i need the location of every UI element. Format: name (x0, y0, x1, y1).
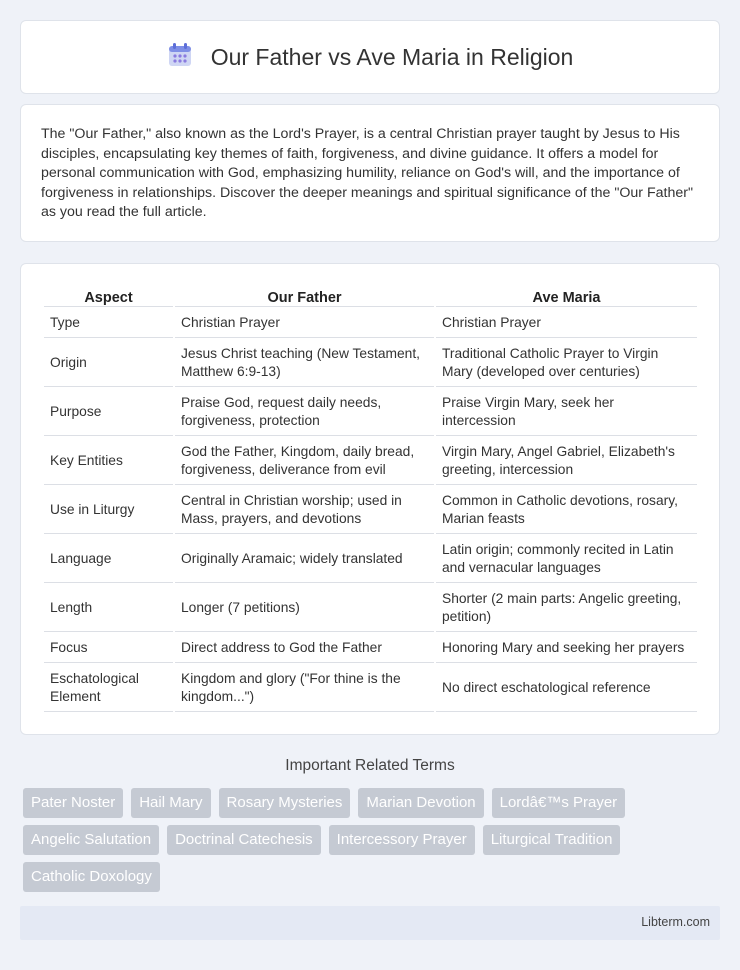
comparison-card (20, 263, 720, 735)
tag-lords-prayer[interactable]: Lordâ€™s Prayer (492, 788, 626, 818)
table-row (44, 487, 697, 534)
table-cell: Direct address to God the Father (175, 634, 434, 663)
tag-marian-devotion[interactable]: Marian Devotion (358, 788, 483, 818)
tag-angelic-salutation[interactable]: Angelic Salutation (23, 825, 159, 855)
header-card (20, 20, 720, 94)
table-cell: Purpose (44, 389, 173, 436)
tag-doctrinal-catechesis[interactable]: Doctrinal Catechesis (167, 825, 321, 855)
table-cell: Virgin Mary, Angel Gabriel, Elizabeth's greeting, intercession (436, 438, 697, 485)
tag-intercessory-prayer[interactable]: Intercessory Prayer (329, 825, 475, 855)
intro-card (20, 104, 720, 242)
tag-hail-mary[interactable]: Hail Mary (131, 788, 210, 818)
table-cell: Focus (44, 634, 173, 663)
related-terms-title: Important Related Terms (285, 757, 455, 774)
header-our-father: Our Father (175, 286, 434, 307)
table-cell: Praise Virgin Mary, seek her intercession (436, 389, 697, 436)
table-cell: Use in Liturgy (44, 487, 173, 534)
footer (20, 906, 720, 940)
table-cell: Honoring Mary and seeking her prayers (436, 634, 697, 663)
calendar-icon (167, 42, 193, 73)
table-cell: Type (44, 309, 173, 338)
footer-brand[interactable]: Libterm.com (641, 915, 710, 929)
table-cell: No direct eschatological reference (436, 665, 697, 712)
table-row (44, 309, 697, 338)
tag-catholic-doxology[interactable]: Catholic Doxology (23, 862, 160, 892)
table-cell: Eschatological Element (44, 665, 173, 712)
table-cell: Common in Catholic devotions, rosary, Marian feasts (436, 487, 697, 534)
table-cell: Praise God, request daily needs, forgiveness, protection (175, 389, 434, 436)
table-cell: Christian Prayer (175, 309, 434, 338)
page-title: Our Father vs Ave Maria in Religion (210, 43, 574, 70)
table-row (44, 665, 697, 712)
table-row (44, 340, 697, 387)
table-row (44, 438, 697, 485)
table-row (44, 389, 697, 436)
header-ave-maria: Ave Maria (436, 286, 697, 307)
related-terms-list (23, 788, 723, 892)
table-cell: God the Father, Kingdom, daily bread, forgiveness, deliverance from evil (175, 438, 434, 485)
table-cell: Length (44, 585, 173, 632)
intro-text: The "Our Father," also known as the Lord's Prayer, is a central Christian prayer taught by Jesus to His disciples, encapsulating key themes of faith, forgiveness, and divine guidance. It offers a model for personal communication with God, emphasizing humility, reliance on God's will, and the importance of forgiveness in relationships. Discover the deeper meanings and spiritual significance of the "Our Father" as you read the full article. (41, 126, 694, 220)
table-row (44, 634, 697, 663)
table-cell: Originally Aramaic; widely translated (175, 536, 434, 583)
title-wrap (167, 42, 574, 73)
table-row (44, 585, 697, 632)
comparison-table (42, 284, 699, 714)
table-cell: Origin (44, 340, 173, 387)
table-cell: Jesus Christ teaching (New Testament, Matthew 6:9-13) (175, 340, 434, 387)
table-row (44, 536, 697, 583)
tag-rosary-mysteries[interactable]: Rosary Mysteries (219, 788, 351, 818)
table-cell: Christian Prayer (436, 309, 697, 338)
table-cell: Traditional Catholic Prayer to Virgin Mary (developed over centuries) (436, 340, 697, 387)
table-header-row (44, 286, 697, 307)
header-aspect: Aspect (44, 286, 173, 307)
tag-liturgical-tradition[interactable]: Liturgical Tradition (483, 825, 621, 855)
table-cell: Language (44, 536, 173, 583)
table-cell: Shorter (2 main parts: Angelic greeting, petition) (436, 585, 697, 632)
table-cell: Kingdom and glory ("For thine is the kingdom...") (175, 665, 434, 712)
table-cell: Key Entities (44, 438, 173, 485)
table-cell: Latin origin; commonly recited in Latin and vernacular languages (436, 536, 697, 583)
table-cell: Central in Christian worship; used in Mass, prayers, and devotions (175, 487, 434, 534)
tag-pater-noster[interactable]: Pater Noster (23, 788, 123, 818)
table-cell: Longer (7 petitions) (175, 585, 434, 632)
